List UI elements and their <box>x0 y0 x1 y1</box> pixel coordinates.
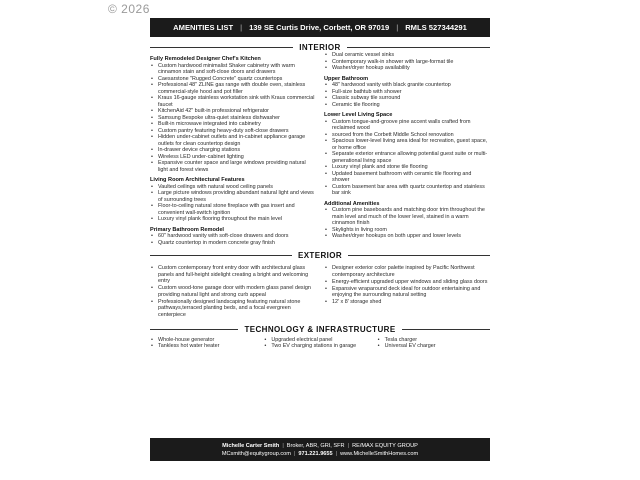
amenities-sheet <box>150 18 490 350</box>
list-item: • Built-in microwave integrated into cabinetry <box>150 121 316 128</box>
divider-line <box>402 329 490 330</box>
list-item: • Quartz countertop in modern concrete gray finish <box>150 240 316 247</box>
divider-line <box>150 329 238 330</box>
category-title: Additional Amenities <box>324 200 380 207</box>
list-item: • Contemporary walk-in shower with large-format tile <box>324 59 490 66</box>
list-item: • Vaulted ceilings with natural wood ceiling panels <box>150 184 316 191</box>
list-item: • Two EV charging stations in garage <box>263 343 376 350</box>
list-item: • Custom basement bar area with quartz countertop and stainless bar sink <box>324 184 490 197</box>
header-divider: | <box>240 23 243 32</box>
copyright-mark: © 2026 <box>108 2 150 16</box>
list-item: • Samsung Bespoke ultra-quiet stainless dishwasher <box>150 115 316 122</box>
list-item: • Professional 48" ZLINE gas range with double oven, stainless commercial-style hood and pot filler <box>150 82 316 95</box>
list-item: • Updated basement bathroom with ceramic tile flooring and shower <box>324 171 490 184</box>
list-item: • Expansive wraparound deck ideal for outdoor entertaining and enjoying the surrounding natural setting <box>324 286 490 299</box>
divider-line <box>150 255 292 256</box>
category-title: Fully Remodeled Designer Chef's Kitchen <box>150 56 261 62</box>
agent-email[interactable]: MCsmith@equitygroup.com <box>221 450 291 457</box>
list-item: • 60" hardwood vanity with soft-close drawers and doors <box>150 233 316 240</box>
list-item: • Hidden under-cabinet outlets and in-cabinet appliance garage outlets for clean countertop design <box>150 134 316 147</box>
agent-name: Michelle Carter Smith <box>222 442 280 449</box>
list-item: • Washer/dryer hookups on both upper and lower levels <box>324 233 490 240</box>
list-item: • Custom wood-tone garage door with modern glass panel design providing natural light and strong curb appeal <box>150 285 316 298</box>
amenity-list <box>150 184 316 223</box>
amenity-list <box>324 207 490 240</box>
category-title: Primary Bathroom Remodel <box>150 226 224 233</box>
header-divider: | <box>396 23 399 32</box>
tech-title: TECHNOLOGY & INFRASTRUCTURE <box>244 324 396 334</box>
header-bar <box>150 18 490 37</box>
list-item: • Energy-efficient upgraded upper windows and sliding glass doors <box>324 279 490 286</box>
divider-line <box>347 47 490 48</box>
list-item: • Tesla charger <box>377 337 490 344</box>
interior-title: INTERIOR <box>299 43 341 52</box>
amenity-list <box>150 63 316 174</box>
list-item: • Classic subway tile surround <box>324 95 490 102</box>
exterior-columns <box>150 265 490 319</box>
agent-company: RE/MAX EQUITY GROUP <box>352 442 418 449</box>
list-item: • Custom contemporary front entry door with architectural glass panels and full-height sidelight creating a bright and welcoming entry <box>150 265 316 285</box>
list-item: • KitchenAid 42" built-in professional refrigerator <box>150 108 316 115</box>
tech-column-1 <box>150 337 263 350</box>
list-item: • Upgraded electrical panel <box>263 337 376 344</box>
list-item: • Skylights in living room <box>324 227 490 234</box>
amenity-list <box>324 52 490 72</box>
list-item: • Universal EV charger <box>377 343 490 350</box>
list-item: • In-drawer device charging stations <box>150 147 316 154</box>
interior-right-column <box>324 52 490 246</box>
category-title: Living Room Architectural Features <box>150 177 245 183</box>
list-item: • Floor-to-ceiling natural stone fireplace with gas insert and convenient wall-switch ignition <box>150 203 316 216</box>
list-item: • Luxury vinyl plank flooring throughout the main level <box>150 216 316 223</box>
category-title: Upper Bathroom <box>324 75 369 82</box>
exterior-heading <box>150 251 490 260</box>
exterior-left-column <box>150 265 316 319</box>
list-item: • Wireless LED under-cabinet lighting <box>150 154 316 161</box>
agent-role: Broker, ABR, GRI, SFR <box>286 442 345 449</box>
footer-row-2: MCsmith@equitygroup.com | 971.221.9655 | www.MichelleSmithHomes.com <box>221 450 419 457</box>
list-item: • Kraus 16-gauge stainless workstation sink with Kraus commercial faucet <box>150 95 316 108</box>
interior-columns <box>150 52 490 246</box>
amenity-list <box>324 82 490 108</box>
category-title: Lower Level Living Space <box>324 112 393 118</box>
header-rmls: RMLS 527344291 <box>405 23 467 32</box>
divider-line <box>150 47 293 48</box>
exterior-title: EXTERIOR <box>297 251 343 260</box>
tech-columns <box>150 337 490 350</box>
list-item: • Washer/dryer hookup availability <box>324 65 490 72</box>
list-item: • Spacious lower-level living area ideal for recreation, guest space, or home office <box>324 138 490 151</box>
header-title: AMENITIES LIST <box>173 23 234 32</box>
tech-column-3 <box>377 337 490 350</box>
amenity-list <box>324 119 490 197</box>
list-item: • Separate exterior entrance allowing potential guest suite or multi-generational living space <box>324 151 490 164</box>
agent-website[interactable]: www.MichelleSmithHomes.com <box>340 450 419 457</box>
list-item: • Designer exterior color palette inspired by Pacific Northwest contemporary architecture <box>324 265 490 278</box>
list-item: • Dual ceramic vessel sinks <box>324 52 490 59</box>
list-item: • Custom hardwood minimalist Shaker cabinetry with warm cinnamon stain and soft-close doors and drawers <box>150 63 316 76</box>
list-item: • sourced from the Corbett Middle School renovation <box>324 132 490 139</box>
list-item: • Full-size bathtub with shower <box>324 89 490 96</box>
list-item: • Expansive counter space and large windows providing natural light and forest views <box>150 160 316 173</box>
list-item: • Caesarstone "Rugged Concrete" quartz countertops <box>150 76 316 83</box>
list-item: • Whole-house generator <box>150 337 263 344</box>
list-item: • Custom pine baseboards and matching door trim throughout the main level and much of the lower level, stained in a warm cinnamon finish <box>324 207 490 227</box>
list-item: • Professionally designed landscaping featuring natural stone pathways,terraced planting beds, and a focal evergreen centerpiece <box>150 299 316 319</box>
agent-footer <box>150 438 490 461</box>
interior-heading <box>150 43 490 52</box>
agent-phone[interactable]: 971.221.9655 <box>298 450 333 457</box>
interior-left-column <box>150 52 316 246</box>
tech-column-2 <box>263 337 376 350</box>
list-item: • Tankless hot water heater <box>150 343 263 350</box>
list-item: • Luxury vinyl plank and stone tile flooring <box>324 164 490 171</box>
list-item: • Ceramic tile flooring <box>324 102 490 109</box>
amenity-list <box>150 233 316 246</box>
list-item: • Custom tongue-and-groove pine accent walls crafted from reclaimed wood <box>324 119 490 132</box>
footer-row-1: Michelle Carter Smith | Broker, ABR, GRI, SFR | RE/MAX EQUITY GROUP <box>222 442 418 449</box>
header-address: 139 SE Curtis Drive, Corbett, OR 97019 <box>249 23 390 32</box>
list-item: • 48" hardwood vanity with black granite countertop <box>324 82 490 89</box>
exterior-right-column <box>324 265 490 319</box>
tech-heading <box>150 325 490 334</box>
divider-line <box>348 255 490 256</box>
list-item: • 12' x 8' storage shed <box>324 299 490 306</box>
list-item: • Large picture windows providing abundant natural light and views of surrounding trees <box>150 190 316 203</box>
list-item: • Custom pantry featuring heavy-duty soft-close drawers <box>150 128 316 135</box>
